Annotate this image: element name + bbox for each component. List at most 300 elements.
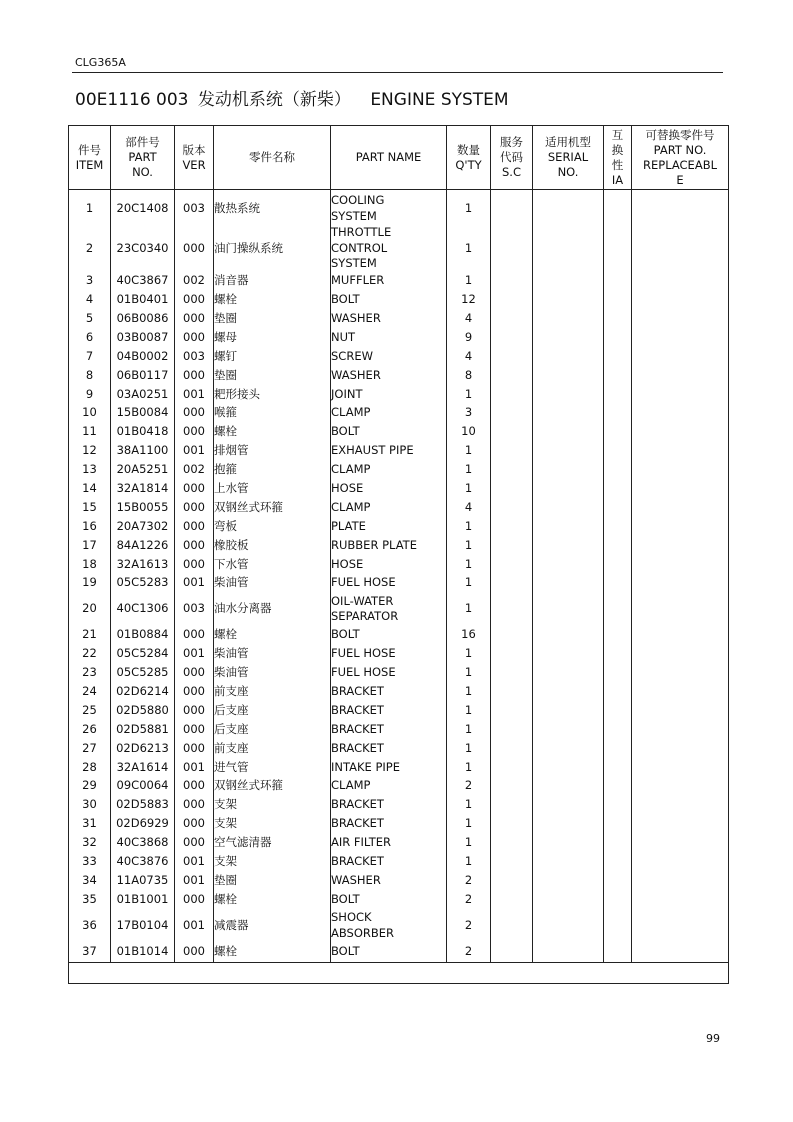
cell-name-chinese: 螺栓 — [214, 423, 331, 442]
cell-part-name — [331, 442, 447, 461]
header-line: SERIAL — [547, 150, 589, 164]
cell-part-name — [331, 404, 447, 423]
cell-interchangeability — [604, 385, 632, 404]
cell-interchangeability — [604, 909, 632, 942]
cell-part-no: 20A5251 — [111, 460, 175, 479]
part-name-line: BOLT — [331, 627, 360, 642]
cell-quantity: 1 — [447, 663, 491, 682]
cell-item: 22 — [69, 645, 111, 664]
table-row — [69, 701, 729, 720]
table-row — [69, 190, 729, 226]
cell-part-name — [331, 225, 447, 272]
cell-item: 30 — [69, 796, 111, 815]
cell-part-name — [331, 720, 447, 739]
cell-quantity: 1 — [447, 720, 491, 739]
cell-interchangeability — [604, 328, 632, 347]
cell-service-code — [491, 385, 533, 404]
cell-part-name — [331, 574, 447, 593]
cell-version: 000 — [175, 225, 214, 272]
header-line: PART — [128, 150, 157, 164]
cell-replaceable — [632, 796, 729, 815]
cell-version: 000 — [175, 890, 214, 909]
part-name-line: EXHAUST PIPE — [331, 443, 414, 458]
part-name-line: BOLT — [331, 424, 360, 439]
cell-interchangeability — [604, 498, 632, 517]
cell-part-no: 40C3876 — [111, 852, 175, 871]
table-row — [69, 645, 729, 664]
parts-table — [68, 125, 729, 984]
header-rule — [72, 72, 723, 73]
cell-item: 33 — [69, 852, 111, 871]
cell-part-no: 38A1100 — [111, 442, 175, 461]
table-row — [69, 517, 729, 536]
cell-version: 000 — [175, 328, 214, 347]
table-row — [69, 871, 729, 890]
table-row — [69, 682, 729, 701]
cell-service-code — [491, 890, 533, 909]
part-name-line: BRACKET — [331, 684, 384, 698]
part-name-line: BRACKET — [331, 854, 384, 869]
cell-replaceable — [632, 942, 729, 962]
cell-serial-no — [533, 663, 604, 682]
cell-item: 5 — [69, 309, 111, 328]
cell-service-code — [491, 720, 533, 739]
cell-quantity: 1 — [447, 682, 491, 701]
cell-part-name — [331, 682, 447, 701]
cell-version: 002 — [175, 460, 214, 479]
cell-name-chinese: 柴油管 — [214, 574, 331, 593]
part-name-line: CLAMP — [331, 778, 371, 793]
cell-name-chinese: 螺钉 — [214, 347, 331, 366]
cell-version: 001 — [175, 645, 214, 664]
cell-part-name — [331, 423, 447, 442]
part-name-line: BOLT — [331, 943, 360, 958]
cell-part-no: 06B0086 — [111, 309, 175, 328]
cell-name-chinese: 油水分离器 — [214, 593, 331, 626]
cell-item: 1 — [69, 190, 111, 226]
cell-service-code — [491, 758, 533, 777]
cell-service-code — [491, 701, 533, 720]
cell-service-code — [491, 442, 533, 461]
cell-serial-no — [533, 852, 604, 871]
cell-replaceable — [632, 720, 729, 739]
cell-version: 000 — [175, 942, 214, 962]
cell-part-no: 04B0002 — [111, 347, 175, 366]
cell-serial-no — [533, 701, 604, 720]
cell-name-chinese: 油门操纵系统 — [214, 225, 331, 272]
cell-service-code — [491, 833, 533, 852]
part-name-line: HOSE — [331, 556, 364, 571]
cell-part-name — [331, 871, 447, 890]
cell-replaceable — [632, 871, 729, 890]
cell-version: 001 — [175, 758, 214, 777]
header-line: PART NAME — [355, 150, 422, 164]
cell-name-chinese: 后支座 — [214, 701, 331, 720]
cell-replaceable — [632, 460, 729, 479]
cell-service-code — [491, 225, 533, 272]
cell-item: 36 — [69, 909, 111, 942]
part-name-line: SCREW — [331, 348, 373, 363]
table-row — [69, 720, 729, 739]
header-line: 零件名称 — [249, 150, 295, 164]
cell-name-chinese: 空气滤清器 — [214, 833, 331, 852]
cell-service-code — [491, 663, 533, 682]
cell-part-no: 11A0735 — [111, 871, 175, 890]
cell-name-chinese: 消音器 — [214, 272, 331, 291]
cell-service-code — [491, 815, 533, 834]
cell-service-code — [491, 593, 533, 626]
cell-replaceable — [632, 626, 729, 645]
cell-name-chinese: 散热系统 — [214, 190, 331, 226]
cell-item: 18 — [69, 555, 111, 574]
cell-part-name — [331, 290, 447, 309]
table-row — [69, 328, 729, 347]
cell-version: 000 — [175, 309, 214, 328]
cell-quantity: 1 — [447, 758, 491, 777]
cell-serial-no — [533, 942, 604, 962]
cell-quantity: 1 — [447, 574, 491, 593]
title-english: ENGINE SYSTEM — [370, 90, 509, 110]
page-number: 99 — [706, 1032, 720, 1045]
cell-part-name — [331, 190, 447, 226]
cell-version: 003 — [175, 347, 214, 366]
cell-part-no: 02D5881 — [111, 720, 175, 739]
cell-replaceable — [632, 739, 729, 758]
cell-name-chinese: 橡胶板 — [214, 536, 331, 555]
cell-name-chinese: 垫圈 — [214, 309, 331, 328]
table-row — [69, 225, 729, 272]
cell-interchangeability — [604, 796, 632, 815]
table-row — [69, 833, 729, 852]
cell-part-no: 06B0117 — [111, 366, 175, 385]
cell-replaceable — [632, 536, 729, 555]
cell-serial-no — [533, 309, 604, 328]
cell-version: 001 — [175, 442, 214, 461]
part-name-line: ABSORBER — [331, 925, 395, 940]
table-row — [69, 442, 729, 461]
part-name-line: INTAKE PIPE — [331, 759, 400, 774]
cell-service-code — [491, 682, 533, 701]
table-row — [69, 593, 729, 626]
cell-interchangeability — [604, 663, 632, 682]
cell-interchangeability — [604, 442, 632, 461]
cell-part-no: 02D5880 — [111, 701, 175, 720]
cell-serial-no — [533, 796, 604, 815]
cell-replaceable — [632, 328, 729, 347]
header-line: VER — [182, 157, 206, 172]
cell-serial-no — [533, 645, 604, 664]
cell-replaceable — [632, 555, 729, 574]
cell-quantity: 16 — [447, 626, 491, 645]
cell-part-no: 02D6213 — [111, 739, 175, 758]
cell-serial-no — [533, 385, 604, 404]
cell-name-chinese: 双钢丝式环箍 — [214, 498, 331, 517]
cell-service-code — [491, 479, 533, 498]
header-line: 代码 — [500, 150, 523, 164]
cell-version: 001 — [175, 852, 214, 871]
cell-service-code — [491, 423, 533, 442]
cell-interchangeability — [604, 890, 632, 909]
cell-part-no: 02D6214 — [111, 682, 175, 701]
cell-version: 000 — [175, 739, 214, 758]
header-line: 适用机型 — [545, 135, 591, 149]
cell-part-no: 01B1014 — [111, 942, 175, 962]
cell-replaceable — [632, 423, 729, 442]
cell-item: 12 — [69, 442, 111, 461]
header-line: 互 — [611, 127, 624, 142]
cell-interchangeability — [604, 942, 632, 962]
header-line: 件号 — [78, 142, 101, 157]
cell-part-no: 01B1001 — [111, 890, 175, 909]
cell-quantity: 12 — [447, 290, 491, 309]
cell-part-no: 15B0084 — [111, 404, 175, 423]
cell-interchangeability — [604, 190, 632, 226]
cell-part-no: 32A1614 — [111, 758, 175, 777]
column-header-part-name — [331, 126, 447, 190]
cell-version: 001 — [175, 574, 214, 593]
cell-item: 27 — [69, 739, 111, 758]
cell-part-no: 15B0055 — [111, 498, 175, 517]
cell-serial-no — [533, 225, 604, 272]
blank-row — [69, 962, 729, 983]
cell-name-chinese: 弯板 — [214, 517, 331, 536]
part-name-line: CONTROL — [331, 240, 388, 255]
cell-quantity: 1 — [447, 479, 491, 498]
cell-version: 000 — [175, 517, 214, 536]
cell-item: 25 — [69, 701, 111, 720]
header-line: 可替换零件号 — [645, 127, 715, 142]
cell-serial-no — [533, 593, 604, 626]
cell-replaceable — [632, 593, 729, 626]
part-name-line: FUEL HOSE — [331, 665, 396, 680]
table-row — [69, 460, 729, 479]
header-line: REPLACEABL — [643, 157, 717, 172]
table-row — [69, 347, 729, 366]
cell-part-no: 40C3868 — [111, 833, 175, 852]
header-line: 换 — [611, 142, 624, 157]
part-name-line: COOLING — [331, 193, 385, 207]
cell-quantity: 1 — [447, 701, 491, 720]
cell-interchangeability — [604, 290, 632, 309]
cell-serial-no — [533, 758, 604, 777]
table-row — [69, 852, 729, 871]
cell-replaceable — [632, 758, 729, 777]
cell-item: 35 — [69, 890, 111, 909]
table-row — [69, 796, 729, 815]
cell-replaceable — [632, 909, 729, 942]
cell-name-chinese: 后支座 — [214, 720, 331, 739]
part-name-line: CLAMP — [331, 499, 371, 514]
cell-quantity: 1 — [447, 645, 491, 664]
cell-service-code — [491, 272, 533, 291]
cell-item: 2 — [69, 225, 111, 272]
part-name-line: HOSE — [331, 480, 364, 495]
cell-service-code — [491, 777, 533, 796]
cell-part-name — [331, 555, 447, 574]
cell-replaceable — [632, 309, 729, 328]
cell-part-name — [331, 833, 447, 852]
cell-service-code — [491, 574, 533, 593]
cell-service-code — [491, 517, 533, 536]
cell-item: 16 — [69, 517, 111, 536]
cell-quantity: 10 — [447, 423, 491, 442]
cell-replaceable — [632, 890, 729, 909]
cell-part-name — [331, 942, 447, 962]
cell-interchangeability — [604, 574, 632, 593]
cell-replaceable — [632, 479, 729, 498]
table-row — [69, 290, 729, 309]
cell-serial-no — [533, 290, 604, 309]
cell-part-no: 23C0340 — [111, 225, 175, 272]
cell-version: 000 — [175, 555, 214, 574]
cell-replaceable — [632, 815, 729, 834]
cell-quantity: 1 — [447, 225, 491, 272]
cell-replaceable — [632, 663, 729, 682]
cell-service-code — [491, 739, 533, 758]
cell-version: 000 — [175, 796, 214, 815]
cell-part-no: 02D6929 — [111, 815, 175, 834]
cell-part-name — [331, 626, 447, 645]
cell-item: 34 — [69, 871, 111, 890]
table-row — [69, 555, 729, 574]
cell-part-no: 01B0401 — [111, 290, 175, 309]
cell-part-no: 40C1306 — [111, 593, 175, 626]
cell-name-chinese: 垫圈 — [214, 366, 331, 385]
cell-interchangeability — [604, 309, 632, 328]
cell-part-name — [331, 536, 447, 555]
cell-part-no: 32A1613 — [111, 555, 175, 574]
cell-interchangeability — [604, 626, 632, 645]
column-header-version — [175, 126, 214, 190]
title-code: 00E1116 003 — [75, 90, 189, 110]
cell-service-code — [491, 328, 533, 347]
cell-item: 14 — [69, 479, 111, 498]
cell-version: 000 — [175, 423, 214, 442]
cell-quantity: 3 — [447, 404, 491, 423]
cell-part-no: 05C5283 — [111, 574, 175, 593]
cell-interchangeability — [604, 460, 632, 479]
cell-version: 003 — [175, 593, 214, 626]
cell-version: 000 — [175, 777, 214, 796]
cell-version: 000 — [175, 833, 214, 852]
cell-serial-no — [533, 777, 604, 796]
cell-serial-no — [533, 890, 604, 909]
cell-quantity: 1 — [447, 190, 491, 226]
cell-replaceable — [632, 682, 729, 701]
cell-name-chinese: 前支座 — [214, 682, 331, 701]
cell-quantity: 1 — [447, 796, 491, 815]
table-row — [69, 404, 729, 423]
cell-item: 17 — [69, 536, 111, 555]
title-chinese: 发动机系统（新柴） — [197, 90, 351, 110]
cell-service-code — [491, 942, 533, 962]
cell-service-code — [491, 536, 533, 555]
page-title — [75, 85, 509, 110]
cell-item: 23 — [69, 663, 111, 682]
cell-part-name — [331, 663, 447, 682]
cell-serial-no — [533, 815, 604, 834]
part-name-line: RUBBER PLATE — [331, 537, 417, 552]
cell-serial-no — [533, 871, 604, 890]
part-name-line: SEPARATOR — [331, 609, 399, 624]
cell-part-name — [331, 701, 447, 720]
cell-replaceable — [632, 366, 729, 385]
cell-quantity: 1 — [447, 593, 491, 626]
cell-name-chinese: 柴油管 — [214, 645, 331, 664]
cell-part-name — [331, 347, 447, 366]
cell-replaceable — [632, 852, 729, 871]
cell-part-name — [331, 645, 447, 664]
cell-replaceable — [632, 385, 729, 404]
cell-quantity: 2 — [447, 942, 491, 962]
cell-interchangeability — [604, 758, 632, 777]
cell-item: 37 — [69, 942, 111, 962]
cell-part-no: 03B0087 — [111, 328, 175, 347]
part-name-line: BRACKET — [331, 816, 384, 831]
cell-part-name — [331, 890, 447, 909]
cell-version: 000 — [175, 720, 214, 739]
cell-serial-no — [533, 833, 604, 852]
cell-item: 24 — [69, 682, 111, 701]
cell-version: 003 — [175, 190, 214, 226]
cell-item: 13 — [69, 460, 111, 479]
cell-name-chinese: 垫圈 — [214, 871, 331, 890]
cell-part-name — [331, 758, 447, 777]
cell-item: 9 — [69, 385, 111, 404]
part-name-line: BOLT — [331, 292, 360, 307]
part-name-line: BRACKET — [331, 721, 384, 736]
header-line: 性 — [611, 157, 624, 172]
cell-replaceable — [632, 574, 729, 593]
cell-version: 000 — [175, 815, 214, 834]
cell-interchangeability — [604, 366, 632, 385]
column-header-service-code — [491, 126, 533, 190]
table-row — [69, 574, 729, 593]
cell-replaceable — [632, 645, 729, 664]
cell-name-chinese: 喉箍 — [214, 404, 331, 423]
cell-quantity: 2 — [447, 871, 491, 890]
cell-service-code — [491, 460, 533, 479]
cell-part-name — [331, 366, 447, 385]
cell-item: 6 — [69, 328, 111, 347]
part-name-line: PLATE — [331, 518, 366, 533]
table-row — [69, 890, 729, 909]
header-line: 数量 — [457, 142, 480, 157]
cell-item: 29 — [69, 777, 111, 796]
part-name-line: BOLT — [331, 891, 360, 906]
cell-replaceable — [632, 833, 729, 852]
part-name-line: CLAMP — [331, 462, 371, 477]
cell-part-no: 20A7302 — [111, 517, 175, 536]
column-header-item — [69, 126, 111, 190]
cell-serial-no — [533, 442, 604, 461]
part-name-line: BRACKET — [331, 797, 384, 812]
table-row — [69, 758, 729, 777]
cell-serial-no — [533, 555, 604, 574]
cell-part-name — [331, 909, 447, 942]
header-line: PART NO. — [653, 142, 707, 157]
cell-name-chinese: 螺栓 — [214, 942, 331, 962]
cell-quantity: 1 — [447, 852, 491, 871]
cell-name-chinese: 进气管 — [214, 758, 331, 777]
cell-quantity: 1 — [447, 442, 491, 461]
cell-part-name — [331, 460, 447, 479]
cell-serial-no — [533, 190, 604, 226]
cell-part-name — [331, 796, 447, 815]
header-line: 版本 — [182, 142, 206, 157]
part-name-line: AIR FILTER — [331, 835, 392, 850]
part-name-line: FUEL HOSE — [331, 646, 396, 661]
